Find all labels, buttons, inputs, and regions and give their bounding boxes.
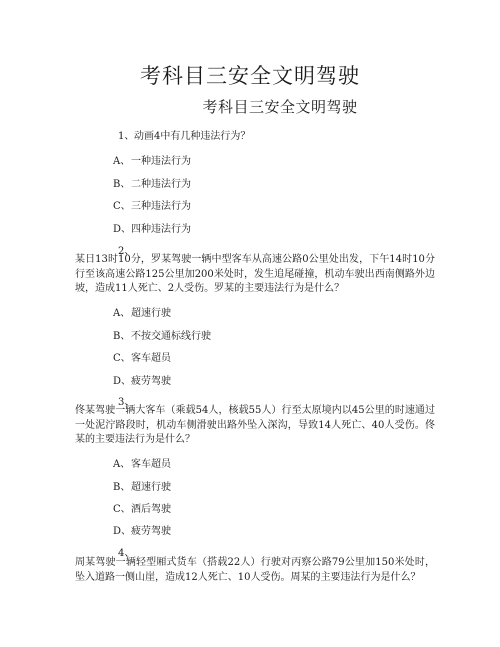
document-subtitle: 考科目三安全文明驾驶: [202, 98, 358, 116]
option-text: 不按交通标线行驶: [131, 331, 211, 342]
option-letter: A、: [113, 308, 131, 319]
option-letter: C、: [113, 504, 131, 515]
option-letter: B、: [113, 179, 131, 190]
option-text: 三种违法行为: [131, 201, 191, 212]
document-title: 考科目三安全文明驾驶: [140, 64, 360, 88]
question-number: 4、: [118, 548, 135, 559]
option-letter: A、: [113, 459, 131, 470]
option-letter: A、: [113, 156, 131, 167]
option-letter: D、: [113, 526, 132, 537]
option-letter: B、: [113, 482, 131, 493]
question-number: 2、: [118, 246, 135, 257]
question-text: 动画4中有几种违法行为？: [134, 131, 251, 142]
question-text: 佟某驾驶一辆大客车（乘载54人，核载55人）行至太原境内以45公里的时速通过一处泥泞路段时，机动车侧滑驶出路外坠入深沟，导致14人死亡、40人受伤。佟某的主要违法行为是什么？: [75, 405, 435, 445]
option-letter: D、: [113, 224, 132, 235]
option-text: 疲劳驾驶: [131, 526, 171, 537]
question-text: 周某驾驶一辆轻型厢式货车（搭载22人）行驶对丙察公路79公里加150米处时，坠入道路一侧山崖，造成12人死亡、10人受伤。周某的主要违法行为是什么？: [75, 557, 435, 583]
option-text: 客车超员: [131, 459, 171, 470]
question-text: 某日13时10分，罗某驾驶一辆中型客车从高速公路0公里处出发，下午14时10分行至该高速公路125公里加200米处时，发生追尾碰撞，机动车驶出西南侧路外边坡，造成11人死亡、2人受伤。罗某的主要违法行为是什么？: [75, 254, 435, 294]
option-letter: C、: [113, 353, 131, 364]
option-text: 一种违法行为: [131, 156, 191, 167]
option-text: 疲劳驾驶: [131, 376, 171, 387]
option-letter: D、: [113, 376, 132, 387]
option-text: 酒后驾驶: [131, 504, 171, 515]
option-text: 超速行驶: [131, 482, 171, 493]
option-letter: C、: [113, 201, 131, 212]
option-text: 二种违法行为: [131, 179, 191, 190]
option-text: 客车超员: [131, 353, 171, 364]
option-text: 四种违法行为: [131, 224, 191, 235]
question-number: 3、: [118, 397, 135, 408]
question-number: 1、: [118, 131, 135, 142]
option-text: 超速行驶: [131, 308, 171, 319]
option-letter: B、: [113, 331, 131, 342]
